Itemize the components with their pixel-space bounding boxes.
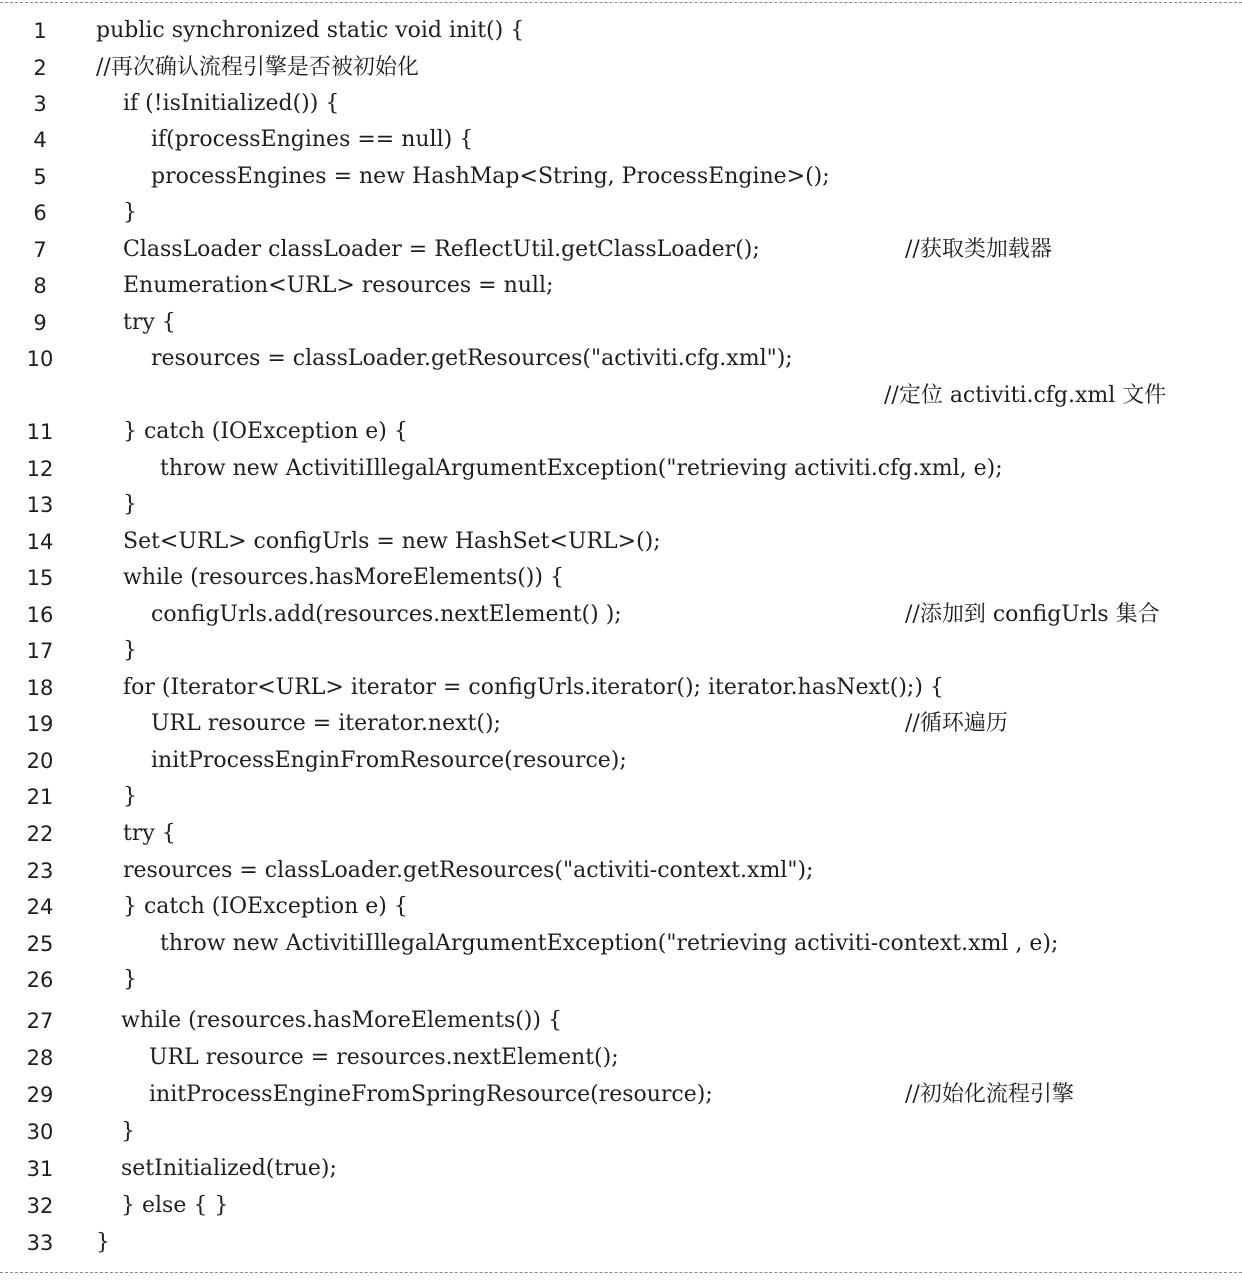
line-number: 23 xyxy=(26,859,54,883)
code-line xyxy=(0,50,1242,86)
code-line xyxy=(0,378,1242,414)
code-text: } xyxy=(121,1119,135,1144)
code-line xyxy=(0,524,1242,560)
code-comment: //添加到 configUrls 集合 xyxy=(905,602,1160,627)
line-number: 6 xyxy=(33,201,47,225)
code-line xyxy=(0,1040,1242,1076)
line-number: 21 xyxy=(26,785,54,809)
code-line xyxy=(0,487,1242,523)
line-number: 17 xyxy=(26,639,54,663)
line-number: 2 xyxy=(33,56,47,80)
code-comment: //定位 activiti.cfg.xml 文件 xyxy=(884,383,1167,408)
line-number: 1 xyxy=(33,19,47,43)
code-line xyxy=(0,159,1242,195)
code-text: initProcessEnginFromResource(resource); xyxy=(151,748,627,773)
code-text: try { xyxy=(123,310,176,335)
code-line xyxy=(0,670,1242,706)
code-text: processEngines = new HashMap<String, ProcessEngine>(); xyxy=(151,164,830,189)
code-text: if(processEngines == null) { xyxy=(151,127,474,152)
code-line xyxy=(0,1188,1242,1224)
code-text: setInitialized(true); xyxy=(121,1156,337,1181)
code-line xyxy=(0,853,1242,889)
code-line xyxy=(0,633,1242,669)
line-number: 8 xyxy=(33,274,47,298)
code-line xyxy=(0,1151,1242,1187)
line-number: 20 xyxy=(26,749,54,773)
line-number: 22 xyxy=(26,822,54,846)
code-line xyxy=(0,341,1242,377)
code-text: } xyxy=(123,967,137,992)
code-line xyxy=(0,414,1242,450)
code-text: } catch (IOException e) { xyxy=(123,894,408,919)
code-line xyxy=(0,889,1242,925)
line-number: 30 xyxy=(26,1120,54,1144)
line-number: 5 xyxy=(33,165,47,189)
line-number: 32 xyxy=(26,1194,54,1218)
line-number: 9 xyxy=(33,311,47,335)
code-text: } else { } xyxy=(121,1193,229,1218)
code-text: ClassLoader classLoader = ReflectUtil.getClassLoader(); xyxy=(123,237,760,262)
code-text: public synchronized static void init() { xyxy=(96,18,525,43)
code-line xyxy=(0,1114,1242,1150)
code-text: } xyxy=(123,492,137,517)
code-text: configUrls.add(resources.nextElement() ); xyxy=(151,602,622,627)
code-text: } catch (IOException e) { xyxy=(123,419,408,444)
line-number: 16 xyxy=(26,603,54,627)
code-line xyxy=(0,1003,1242,1039)
line-number: 27 xyxy=(26,1009,54,1033)
code-line xyxy=(0,1225,1242,1261)
code-text: resources = classLoader.getResources("activiti-context.xml"); xyxy=(123,858,814,883)
code-text: //再次确认流程引擎是否被初始化 xyxy=(96,55,419,80)
code-line xyxy=(0,597,1242,633)
line-number: 19 xyxy=(26,712,54,736)
line-number: 13 xyxy=(26,493,54,517)
code-comment: //初始化流程引擎 xyxy=(905,1082,1074,1107)
code-line xyxy=(0,926,1242,962)
line-number: 10 xyxy=(26,347,54,371)
code-text: if (!isInitialized()) { xyxy=(123,91,340,116)
code-line xyxy=(0,1077,1242,1113)
line-number: 12 xyxy=(26,457,54,481)
line-number: 24 xyxy=(26,895,54,919)
line-number: 18 xyxy=(26,676,54,700)
line-number: 29 xyxy=(26,1083,54,1107)
code-line xyxy=(0,451,1242,487)
code-text: throw new ActivitiIllegalArgumentException("retrieving activiti-context.xml , e); xyxy=(160,931,1059,956)
code-text: URL resource = iterator.next(); xyxy=(151,711,501,736)
code-line xyxy=(0,816,1242,852)
code-text: Enumeration<URL> resources = null; xyxy=(123,273,554,298)
code-line xyxy=(0,962,1242,998)
code-line xyxy=(0,195,1242,231)
code-text: for (Iterator<URL> iterator = configUrls.iterator(); iterator.hasNext();) { xyxy=(123,675,944,700)
code-line xyxy=(0,779,1242,815)
line-number: 25 xyxy=(26,932,54,956)
line-number: 15 xyxy=(26,566,54,590)
line-number: 31 xyxy=(26,1157,54,1181)
code-text: while (resources.hasMoreElements()) { xyxy=(123,565,564,590)
line-number: 11 xyxy=(26,420,54,444)
code-text: URL resource = resources.nextElement(); xyxy=(149,1045,619,1070)
code-line xyxy=(0,706,1242,742)
code-text: initProcessEngineFromSpringResource(resource); xyxy=(149,1082,713,1107)
code-text: throw new ActivitiIllegalArgumentException("retrieving activiti.cfg.xml, e); xyxy=(160,456,1003,481)
code-line xyxy=(0,305,1242,341)
code-comment: //获取类加载器 xyxy=(905,237,1052,262)
code-line xyxy=(0,268,1242,304)
bottom-dashed-rule xyxy=(0,1272,1242,1273)
code-text: try { xyxy=(123,821,176,846)
code-text: Set<URL> configUrls = new HashSet<URL>(); xyxy=(123,529,661,554)
code-text: resources = classLoader.getResources("activiti.cfg.xml"); xyxy=(151,346,793,371)
line-number: 26 xyxy=(26,968,54,992)
code-text: } xyxy=(123,638,137,663)
line-number: 14 xyxy=(26,530,54,554)
line-number: 7 xyxy=(33,238,47,262)
code-line xyxy=(0,86,1242,122)
code-line xyxy=(0,560,1242,596)
code-text: while (resources.hasMoreElements()) { xyxy=(121,1008,562,1033)
code-comment: //循环遍历 xyxy=(905,711,1008,736)
code-text: } xyxy=(96,1230,110,1255)
code-line xyxy=(0,13,1242,49)
code-line xyxy=(0,122,1242,158)
code-line xyxy=(0,743,1242,779)
line-number: 33 xyxy=(26,1231,54,1255)
line-number: 3 xyxy=(33,92,47,116)
line-number: 4 xyxy=(33,128,47,152)
line-number: 28 xyxy=(26,1046,54,1070)
code-text: } xyxy=(123,784,137,809)
code-text: } xyxy=(123,200,137,225)
code-line xyxy=(0,232,1242,268)
